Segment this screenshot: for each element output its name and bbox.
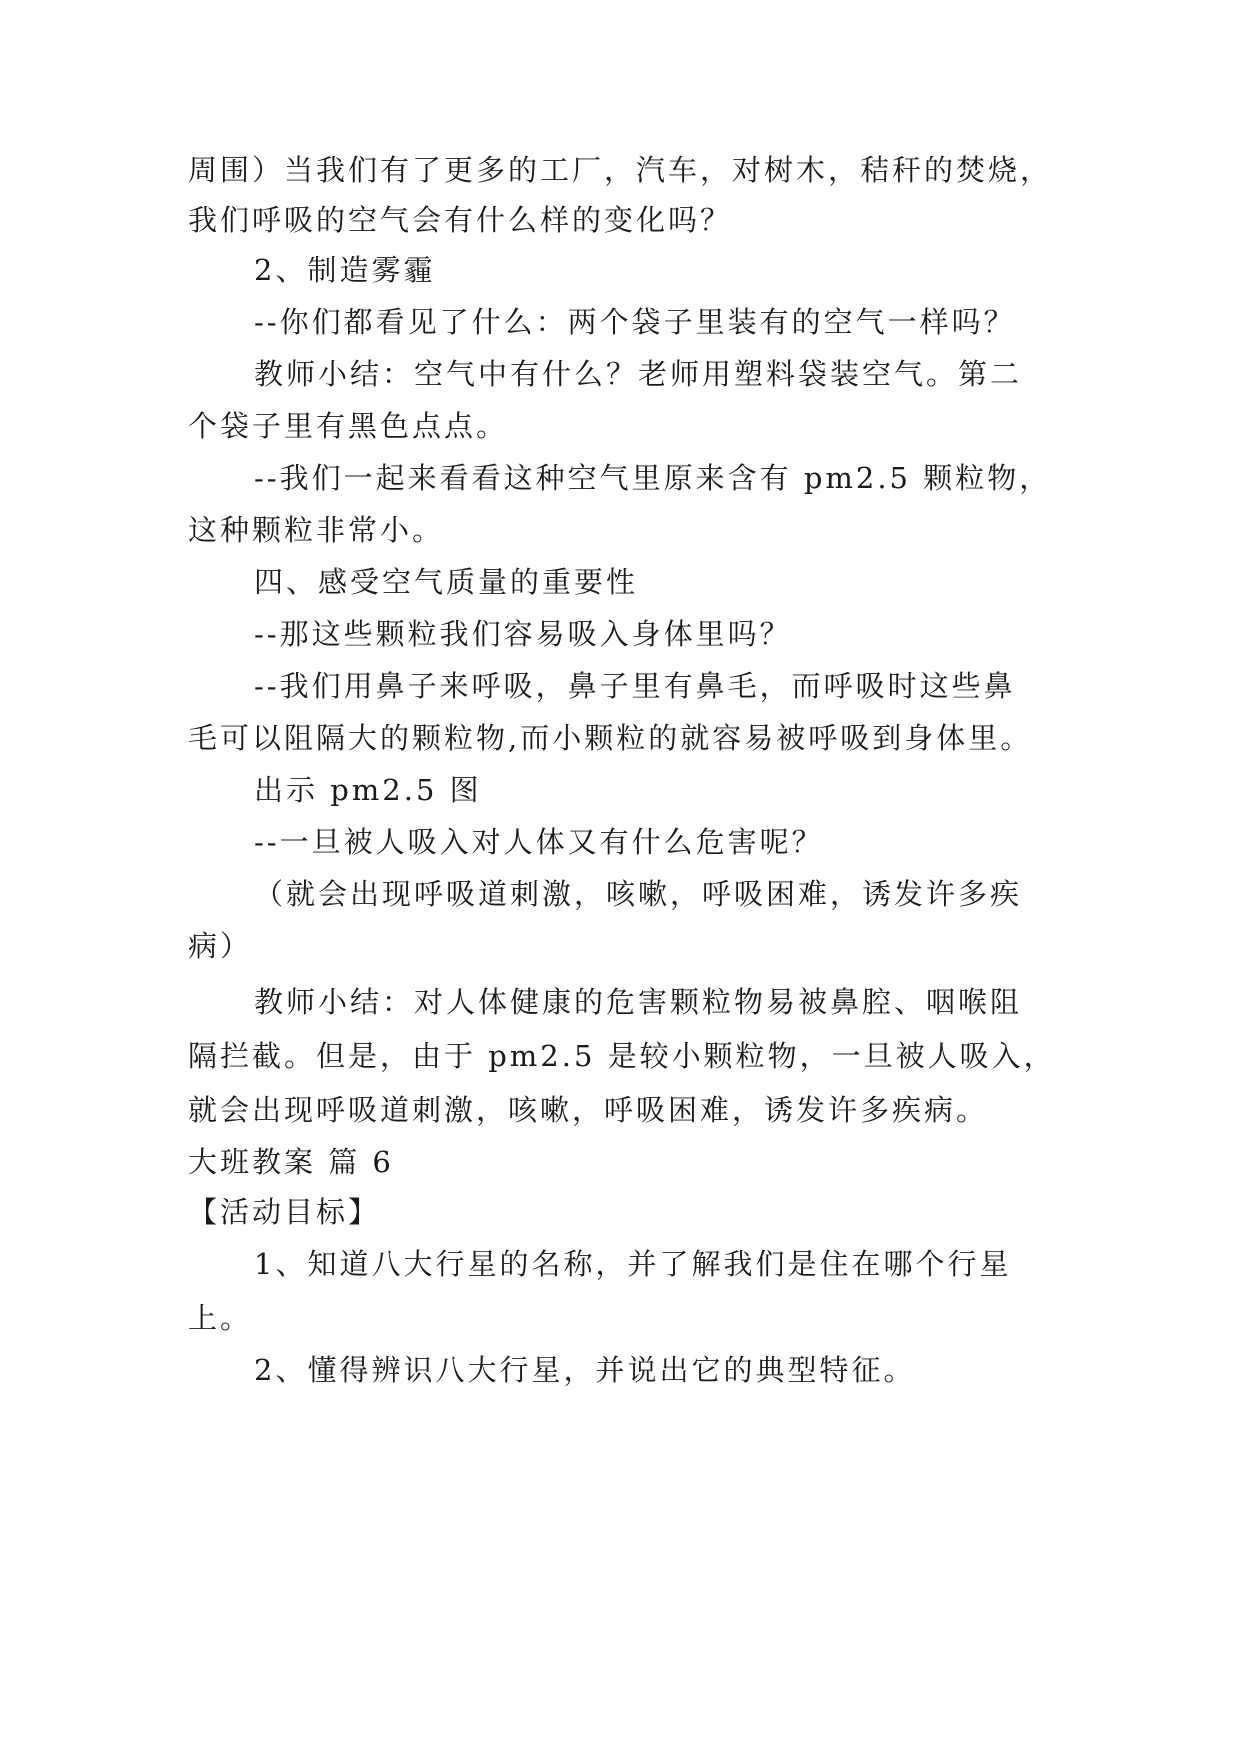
text-line: --那这些颗粒我们容易吸入身体里吗？ — [254, 617, 792, 651]
text-line: 教师小结：对人体健康的危害颗粒物易被鼻腔、咽喉阻 — [254, 985, 1023, 1019]
text-line: 1、知道八大行星的名称，并了解我们是住在哪个行星 — [254, 1247, 1012, 1281]
text-line: 周围）当我们有了更多的工厂，汽车，对树木，秸秆的焚烧， — [188, 153, 1053, 187]
text-line: 隔拦截。但是，由于 pm2.5 是较小颗粒物，一旦被人吸入， — [188, 1039, 1056, 1073]
section-heading: 四、感受空气质量的重要性 — [254, 565, 639, 599]
document-heading: 大班教案 篇 6 — [188, 1145, 394, 1179]
text-line: 病） — [188, 929, 253, 963]
text-line: 这种颗粒非常小。 — [188, 513, 445, 547]
text-line: 我们呼吸的空气会有什么样的变化吗？ — [188, 203, 733, 237]
section-heading: 2、制造雾霾 — [254, 253, 436, 287]
text-line: 个袋子里有黑色点点。 — [188, 409, 509, 443]
text-line: 2、懂得辨识八大行星，并说出它的典型特征。 — [254, 1353, 916, 1387]
text-line: 上。 — [188, 1301, 253, 1335]
text-line: （就会出现呼吸道刺激，咳嗽，呼吸困难，诱发许多疾 — [254, 877, 1023, 911]
text-line: 出示 pm2.5 图 — [254, 773, 482, 807]
text-line: 就会出现呼吸道刺激，咳嗽，呼吸困难，诱发许多疾病。 — [188, 1093, 989, 1127]
text-line: 毛可以阻隔大的颗粒物,而小颗粒的就容易被呼吸到身体里。 — [188, 721, 1033, 755]
text-line: 教师小结：空气中有什么？老师用塑料袋装空气。第二 — [254, 357, 1023, 391]
section-heading: 【活动目标】 — [188, 1195, 381, 1229]
text-line: --一旦被人吸入对人体又有什么危害呢？ — [254, 825, 824, 859]
text-line: --我们用鼻子来呼吸，鼻子里有鼻毛，而呼吸时这些鼻 — [254, 669, 1016, 703]
text-line: --你们都看见了什么：两个袋子里装有的空气一样吗？ — [254, 305, 1016, 339]
text-line: --我们一起来看看这种空气里原来含有 pm2.5 颗粒物， — [254, 461, 1052, 495]
